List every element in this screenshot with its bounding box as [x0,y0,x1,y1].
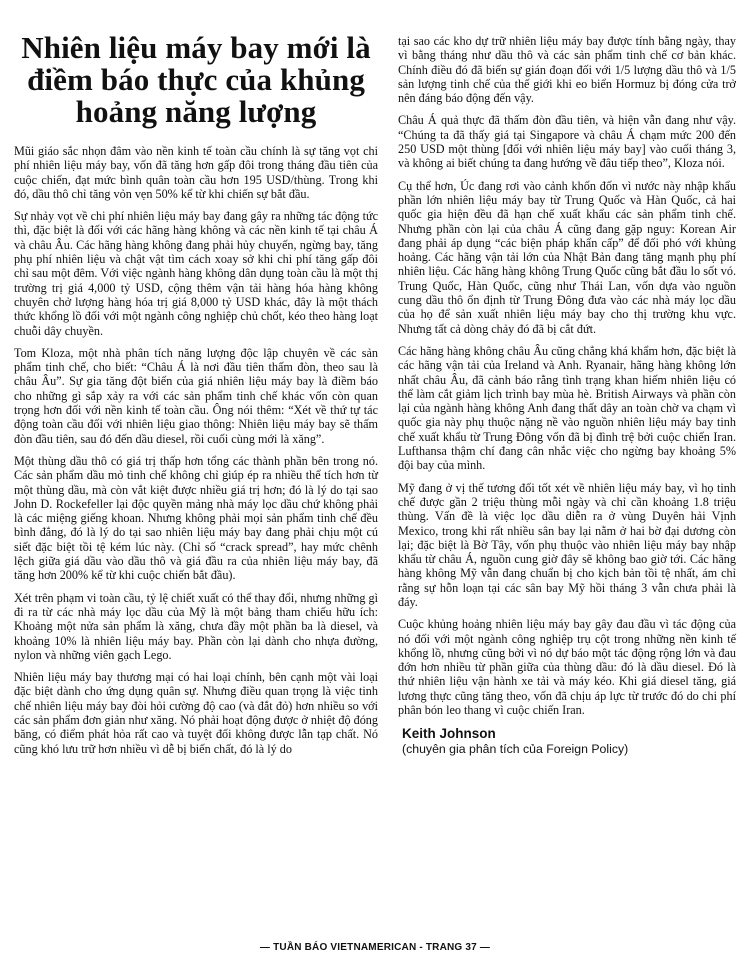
paragraph: Cụ thể hơn, Úc đang rơi vào cảnh khốn đốn vì nước này nhập khẩu phần lớn nhiên liệu máy bay từ Trung Quốc và Hàn Quốc, cả hai quốc gia hiện đều đã hạn chế xuất khẩu các sản phẩm tinh chế. Nhưng phần còn lại của châu Á cũng đang gặp nguy: Korean Air đang phải áp dụng “các biện pháp khẩn cấp” để đối phó với khủng hoảng. Các hãng vận tải lớn của Nhật Bản đang tăng mạnh phụ phí nhiên liệu. Các hãng hàng không Trung Quốc cũng bắt đầu lo sốt vó. Trung Quốc, Hàn Quốc, cũng như Thái Lan, vốn dựa vào nguồn cung dầu thô ổn định từ Trung Đông đưa vào các nhà máy lọc dầu của họ để sản xuất nhiên liệu máy bay cho thị trường khu vực. Nhưng tất cả dòng chảy đó đã bị cắt đứt. [398,178,736,336]
author-role: (chuyên gia phân tích của Foreign Policy) [402,742,629,757]
paragraph: Một thùng dầu thô có giá trị thấp hơn tổng các thành phần bên trong nó. Các sản phẩm dầu mỏ tinh chế không chỉ giúp ép ra nhiều thể tích hơn từ một thùng dầu, mà còn vắt kiệt được nhiều giá trị hơn; đó là lý do tại sao John D. Rockefeller lại độc quyền mảng nhà máy lọc dầu chứ không phải là các miệng giếng khoan. Nhưng không phải mọi sản phẩm tinh chế đều bình đẳng, đó là lý do tại sao nhiên liệu máy bay đang phải chịu một cú siết đặc biệt tồi tệ kém lúc này. (Chỉ số “crack spread”, hay mức chênh lệch giữa giá dầu vào dầu thô và giá đầu ra của nhiên liệu máy bay, đã tăng hơn 200% kể từ khi cuộc chiến bắt đầu). [14,453,378,583]
page-footer: — TUẦN BÁO VIETNAMERICAN - TRANG 37 — [259,942,491,953]
paragraph: Sự nhảy vọt về chi phí nhiên liệu máy bay đang gây ra những tác động tức thì, đặc biệt là đối với các hãng hàng không và các nền kinh tế tại châu Á và châu Âu. Các hãng hàng không đang phải hủy chuyến, ngừng bay, tăng phụ phí nhiên liệu và chật vật tìm cách xoay sở khi chi phí tăng gấp đôi chỉ sau một đêm. Với việc ngành hàng không dân dụng toàn cầu là một thị trường trị giá 4,000 tỷ USD, cộng thêm vận tải hàng hóa hàng không chuyên chở lượng hàng hóa trị giá 8,000 tỷ USD khác, đây là một thách thức khổng lồ đối với một ngành công nghiệp chủ chốt, kéo theo hàng loạt chuỗi dây chuyền. [14,209,378,338]
right-column [398,34,736,757]
paragraph: Châu Á quả thực đã thấm đòn đầu tiên, và hiện vẫn đang như vậy. “Chúng ta đã thấy giá tại Singapore và châu Á chạm mức 200 đến 250 USD một thùng [đối với nhiên liệu máy bay] vào cuối tháng 3, và không ai biết chúng ta đang hướng về đâu tiếp theo”, Kloza nói. [398,113,736,171]
author-block [402,725,736,757]
article-title: Nhiên liệu máy bay mới là điềm báo thực của khủng hoảng năng lượng [21,30,371,129]
paragraph: Cuộc khủng hoảng nhiên liệu máy bay gây đau đầu vì tác động của nó đối với một ngành công nghiệp trụ cột trong những nền kinh tế khổng lồ, nhưng cũng bởi vì nó dự báo một tác động rộng lớn và đau đớn hơn nhiều từ phần giữa của thùng dầu: đó là dầu diesel. Đó là thứ nhiên liệu vận hành xe tải và máy kéo. Khi giá diesel tăng, giá lương thực cũng tăng theo, vốn đã chịu áp lực từ trước đó do chi phí phân bón leo thang vì cuộc chiến Iran. [398,617,736,718]
paragraph: Tom Kloza, một nhà phân tích năng lượng độc lập chuyên về các sản phẩm tinh chế, cho biết: “Châu Á là nơi đầu tiên thấm đòn, theo sau là châu Âu”. Sự gia tăng đột biến của giá nhiên liệu máy bay là điềm báo cho những gì sắp xảy ra với các sản phẩm tinh chế khác vốn còn quan trọng hơn đối với nền kinh tế toàn cầu. Ông nói thêm: “Xét về thứ tự tác động toàn cầu đối với nhiên liệu giao thông: Nhiên liệu máy bay sẽ thấm đòn đầu tiên, sau đó đến dầu diesel, rồi cuối cùng mới là xăng”. [14,345,378,446]
left-column [14,32,378,764]
paragraph: Mũi giáo sắc nhọn đâm vào nền kinh tế toàn cầu chính là sự tăng vọt chi phí nhiên liệu máy bay, vốn đã tăng hơn gấp đôi trong tháng đầu tiên của cuộc chiến, đạt mức bình quân toàn cầu hơn 195 USD/thùng. Trong khi đó, dầu thô chỉ tăng vỏn vẹn 50% kể từ khi chiến sự bắt đầu. [14,144,378,201]
author-name: Keith Johnson [402,726,496,742]
paragraph: Các hãng hàng không châu Âu cũng chẳng khá khẩm hơn, đặc biệt là các hãng vận tải của Ireland và Anh. Ryanair, hãng hàng không lớn nhất châu Âu, đã cảnh báo rằng tình trạng khan hiếm nhiên liệu có thể làm cắt giảm lịch trình bay mùa hè. British Airways và phần còn lại của ngành hàng không Anh đang thất dây an toàn chờ va chạm vì quốc gia này phụ thuộc nặng nề vào nguồn nhiên liệu máy bay tinh chế xuất khẩu từ Trung Đông vốn đã bị đình trệ bởi cuộc chiến Iran. Lufthansa thậm chí đang cân nhắc việc cho ngừng bay khoảng 5% đội bay của mình. [398,343,736,473]
paragraph: Mỹ đang ở vị thế tương đối tốt xét về nhiên liệu máy bay, vì họ tinh chế được gần 2 triệu thùng mỗi ngày và chỉ cần khoảng 1.8 triệu thùng. Vấn đề là việc lọc dầu diễn ra ở vùng Duyên hải Vịnh Mexico, trong khi rất nhiều sân bay lại nằm ở hai bờ đại dương còn lại; đặc biệt là Bờ Tây, vốn phụ thuộc vào nhiên liệu máy bay nhập khẩu từ châu Á, nguồn cung giờ đây sẽ không bao giờ tới. Các hãng hàng không Mỹ vẫn đang chuẩn bị cho kịch bản tồi tệ nhất, ám chỉ rằng sự hỗn loạn tại các sân bay Mỹ hồi tháng 3 vẫn chưa phải là đáy. [398,480,736,609]
paragraph: Nhiên liệu máy bay thương mại có hai loại chính, bên cạnh một vài loại đặc biệt dành cho ứng dụng quân sự. Nhưng điều quan trọng là việc tinh chế nhiên liệu máy bay đòi hỏi cường độ cao (và đắt đỏ) hơn nhiều so với các sản phẩm đơn giản như xăng. Nó phải hoạt động được ở nhiệt độ đóng băng, có điểm phát hỏa rất cao và tuyệt đối không được lẫn tạp chất. Nó cũng khó lưu trữ hơn nhiều vì dễ bị biến chất, đó là lý do [14,670,378,756]
paragraph: Xét trên phạm vi toàn cầu, tỷ lệ chiết xuất có thể thay đổi, nhưng những gì đi ra từ các nhà máy lọc dầu của Mỹ là một bảng tham chiếu hữu ích: Khoảng một nửa sản phẩm là xăng, chưa đầy một phần ba là diesel, và khoảng 10% là nhiên liệu máy bay. Phần còn lại dành cho nhựa đường, nylon và những viên gạch Lego. [14,590,378,662]
paragraph: tại sao các kho dự trữ nhiên liệu máy bay được tính bằng ngày, thay vì bằng tháng như dầu thô và các sản phẩm tinh chế cơ bản khác. Chính điều đó đã biến sự gián đoạn đối với 1/5 lượng dầu thô và 1/5 sản lượng tinh chế của thế giới khi eo biển Hormuz bị đóng cửa trở nên đáng báo động đến vậy. [398,34,736,106]
